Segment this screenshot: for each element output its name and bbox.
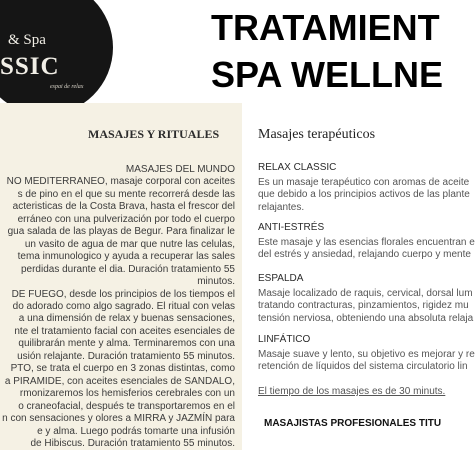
text-line: quilibrarán mente y alma. Terminaremos con una	[18, 338, 235, 350]
duration-note: El tiempo de los masajes es de 30 minuts.	[258, 386, 446, 397]
headline-line-2: SPA WELLNE	[211, 54, 443, 95]
text-line: nte el tratamiento facial con aceites esenciales de	[14, 325, 235, 337]
text-line: del estrés y ansiedad, relajando cuerpo y mente	[258, 249, 471, 261]
text-line: rmonizaremos los hemisferios cerebrales con un	[19, 388, 235, 400]
text-line: relajantes.	[258, 201, 305, 213]
text-line: Es un masaje terapéutico con aromas de aceite	[258, 177, 470, 188]
text-line: acteristicas de la Costa Brava, hasta el frescor del	[12, 201, 235, 213]
text-line: erráneo con una pulverización por todo el cuerpo	[17, 213, 235, 225]
section-heading-relax-classic: RELAX CLASSIC	[258, 162, 337, 173]
logo-tagline: espai de relax	[50, 84, 84, 90]
text-line: gua salada de las playas de Begur. Para finalizar le	[7, 226, 235, 238]
text-line: Este masaje y las esencias florales encuentran e	[258, 237, 475, 248]
text-line: PTO, se trata el cuerpo en 3 zonas distintas, como	[10, 363, 235, 375]
left-title: MASAJES Y RITUALES	[88, 127, 220, 141]
text-line: usión relajante. Duración tratamiento 55 minutos.	[17, 350, 235, 362]
section-heading-espalda: ESPALDA	[258, 273, 304, 284]
text-line: DE FUEGO, desde los principios de los tiempos el	[11, 288, 235, 300]
text-line: n con sensaciones y olores a MIRRA y JAZMÍN para	[2, 413, 235, 425]
text-line: tratando contracturas, pinzamientos, rigidez mu	[258, 300, 469, 312]
section-text-espalda	[258, 288, 473, 325]
text-line: o craneofacial, después te transportaremos en el	[18, 400, 235, 412]
right-title: Masajes terapéuticos	[258, 127, 376, 142]
left-text	[0, 164, 235, 450]
text-line: a PIRAMIDE, con aceites esenciales de SANDALO,	[4, 375, 235, 387]
logo-top-text: & Spa	[8, 32, 46, 48]
section-heading-linfatico: LINFÁTICO	[258, 334, 311, 345]
headline-line-1: TRATAMIENT	[211, 7, 440, 48]
text-line: de Hibiscus. Duración tratamiento 55 minutos.	[30, 437, 235, 449]
section-text-relax-classic	[258, 177, 470, 214]
text-line: minutos.	[197, 276, 235, 288]
footer-text: MASAJISTAS PROFESIONALES TITU	[264, 418, 442, 429]
text-line: tensión nerviosa, obteniendo una absoluta relaja	[258, 312, 474, 324]
section-heading-anti-estres: ANTI-ESTRÉS	[258, 222, 325, 233]
text-line: MASAJES DEL MUNDO	[125, 164, 235, 175]
text-line: tema inmunologico y ayuda a recuperar las sales	[17, 251, 235, 263]
text-line: s de pino en el que su mente recorrerá desde las	[17, 188, 235, 200]
text-line: retención de líquidos del sistema circulatorio lin	[258, 361, 468, 373]
section-text-anti-estres	[258, 237, 475, 262]
text-line: Masaje localizado de raquis, cervical, dorsal lum	[258, 288, 473, 299]
text-line: e y alma. Luego podrás tomarte una infusión	[37, 425, 235, 437]
text-line: perdidas durante el dia. Duración tratamiento 55	[20, 263, 235, 275]
text-line: que debido a los principios activos de las plante	[258, 189, 470, 201]
logo-name: SSIC	[0, 53, 60, 80]
text-line: Masaje suave y lento, su objetivo es mejorar y re	[258, 349, 475, 360]
text-line: a una dimensión de relax y buenas sensaciones,	[18, 313, 235, 325]
text-line: do adorado como algo sagrado. El ritual con velas	[12, 300, 235, 312]
section-text-linfatico	[258, 349, 475, 374]
text-line: NO MEDITERRANEO, masaje corporal con aceites	[6, 176, 235, 188]
logo	[0, 0, 113, 115]
text-line: un vasito de agua de mar que nutre las celulas,	[24, 238, 235, 250]
